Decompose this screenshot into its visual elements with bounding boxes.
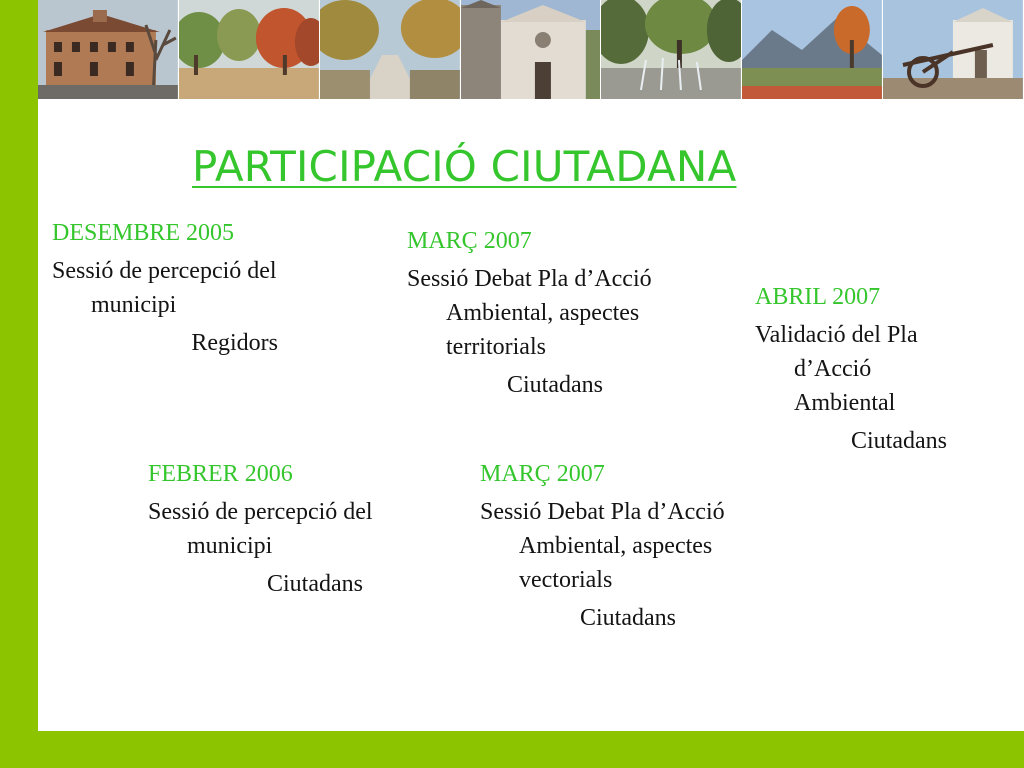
session-block: [52, 216, 278, 360]
session-audience: Ciutadans: [580, 605, 676, 631]
fountain-square-photo: [601, 0, 742, 99]
session-block: [407, 224, 703, 402]
session-description: Validació del Pla d’Acció Ambiental: [755, 322, 918, 416]
church-photo: [461, 0, 602, 99]
photo-strip: [38, 0, 1024, 99]
session-block: [755, 280, 947, 458]
session-audience: Regidors: [191, 330, 278, 356]
session-audience: Ciutadans: [267, 571, 363, 597]
session-date: MARÇ 2007: [407, 228, 532, 254]
avenue-photo: [320, 0, 461, 99]
session-description: Sessió Debat Pla d’Acció Ambiental, aspectes vectorials: [480, 499, 725, 593]
mountain-view-photo: [742, 0, 883, 99]
session-date: DESEMBRE 2005: [52, 220, 235, 246]
session-audience: Ciutadans: [851, 428, 947, 454]
session-description: Sessió Debat Pla d’Acció Ambiental, aspectes territorials: [407, 266, 652, 360]
park-photo: [179, 0, 320, 99]
left-green-bar: [0, 0, 38, 768]
session-block: [148, 457, 377, 601]
page-title: PARTICIPACIÓ CIUTADANA: [192, 142, 737, 191]
town-hall-photo: [38, 0, 179, 99]
cart-sculpture-photo: [883, 0, 1024, 99]
session-audience: Ciutadans: [507, 372, 603, 398]
session-date: FEBRER 2006: [148, 461, 293, 487]
session-date: MARÇ 2007: [480, 461, 605, 487]
session-date: ABRIL 2007: [755, 284, 881, 310]
session-description: Sessió de percepció del municipi: [148, 499, 373, 559]
session-description: Sessió de percepció del municipi: [52, 258, 277, 318]
bottom-green-bar: [0, 731, 1024, 768]
session-block: [480, 457, 776, 635]
